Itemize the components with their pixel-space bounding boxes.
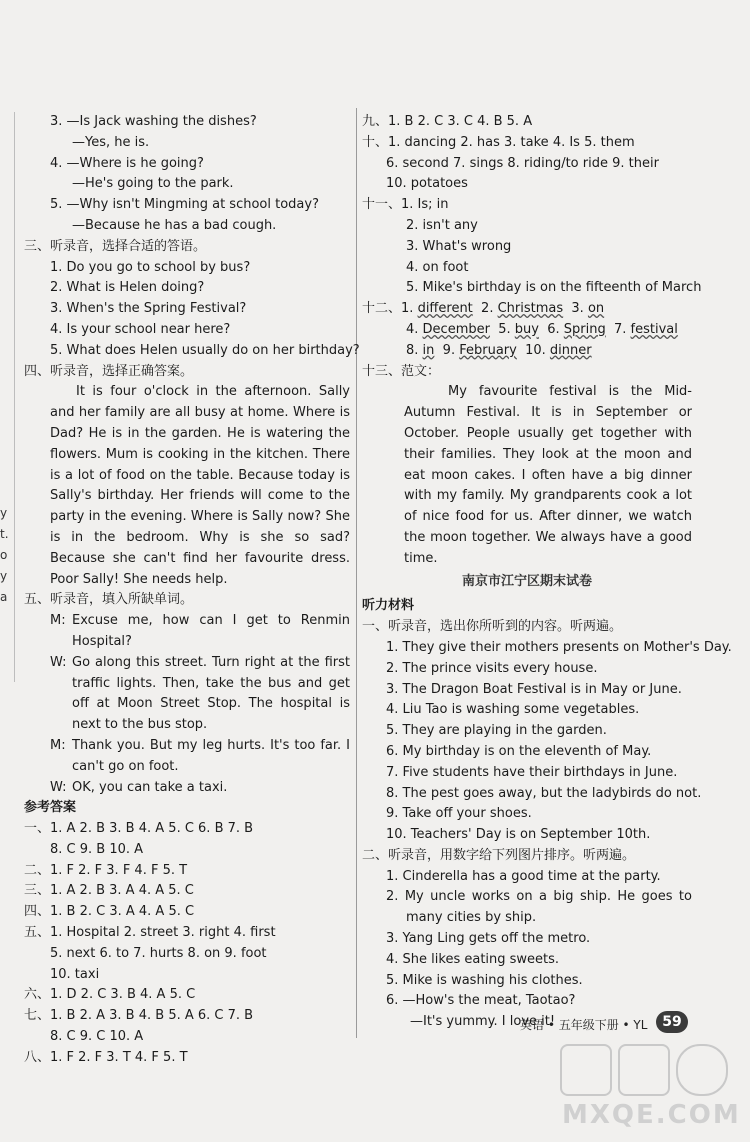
answer-line: 5. next 6. to 7. hurts 8. on 9. foot <box>50 945 267 961</box>
section-heading: 一、听录音，选出你所听到的内容。听两遍。 <box>362 619 623 635</box>
item-number: 6. <box>547 321 560 337</box>
listening-item: 10. Teachers' Day is on September 10th. <box>386 827 651 843</box>
watermark <box>560 1038 740 1134</box>
listening-item: 7. Five students have their birthdays in June. <box>386 764 678 780</box>
answer-line: 5. Mike's birthday is on the fifteenth of March <box>406 280 702 296</box>
answer-line <box>362 299 692 320</box>
listening-item: 3. The Dragon Boat Festival is in May or June. <box>386 681 682 697</box>
listening-item: 6. —How's the meat, Taotao? <box>386 993 576 1009</box>
item-number: 10. <box>525 342 546 358</box>
item-number: 5. <box>498 321 511 337</box>
answer-line: 3. What's wrong <box>406 238 512 254</box>
item-number: 9. <box>442 342 456 358</box>
item-number: 3. <box>571 301 584 317</box>
underlined-answer: Christmas <box>497 301 564 317</box>
question-line: 4. Is your school near here? <box>50 321 231 337</box>
speaker-label: M: <box>50 613 66 629</box>
answers-title: 参考答案 <box>24 800 77 816</box>
listening-item: 1. They give their mothers presents on Mother's Day. <box>386 639 732 655</box>
answer-line: 八、1. F 2. F 3. T 4. F 5. T <box>24 1049 188 1065</box>
speaker-label: W: <box>50 654 67 670</box>
exam-title: 南京市江宁区期末试卷 <box>461 573 592 589</box>
left-column <box>24 112 360 1069</box>
question-line: 5. What does Helen usually do on her birthday? <box>50 342 360 358</box>
answer-line: 十、1. dancing 2. has 3. take 4. Is 5. them <box>362 134 635 150</box>
dialogue-line: —Yes, he is. <box>72 134 150 150</box>
speaker-text: OK, you can take a taxi. <box>72 779 228 795</box>
page-footer-label: 英语 • 五年级下册 • YL <box>520 1018 648 1032</box>
listening-item: 5. Mike is washing his clothes. <box>386 972 583 988</box>
section-heading: 三、听录音，选择合适的答语。 <box>24 238 207 254</box>
underlined-answer: buy <box>514 321 539 337</box>
answer-line: 8. C 9. B 10. A <box>50 841 144 857</box>
underlined-answer: in <box>422 342 435 358</box>
speaker-text: Thank you. But my leg hurts. It's too far. I can't go on foot. <box>72 737 350 774</box>
margin-fragment: y <box>0 506 8 520</box>
margin-fragment: o <box>0 548 8 562</box>
listening-item: 2. My uncle works on a big ship. He goes to many cities by ship. <box>386 889 692 926</box>
item-number: 1. <box>401 301 414 317</box>
answer-line: 一、1. A 2. B 3. B 4. A 5. C 6. B 7. B <box>24 821 254 837</box>
answer-line: 六、1. D 2. C 3. B 4. A 5. C <box>24 987 196 1003</box>
column-divider <box>356 108 357 1038</box>
answer-line: 三、1. A 2. B 3. A 4. A 5. C <box>24 883 194 899</box>
listening-item: 4. She likes eating sweets. <box>386 951 560 967</box>
passage: It is four o'clock in the afternoon. Sally and her family are all busy at home. Where is Dad? He is in the garden. He is watering the flowers. Mum is cooking in the kitchen. There is a lot of food on the table. Because today is Sally's birthday. Her friends will come to the party in the evening. Where is Sally now? She is in the bedroom. Why is she so sad? Because she can't find her favourite dress. Poor Sally! She needs help. <box>50 384 350 587</box>
margin-fragment: t. <box>0 527 9 541</box>
item-number: 7. <box>614 321 627 337</box>
margin-fragment: a <box>0 590 8 604</box>
underlined-answer: December <box>422 321 490 337</box>
dialogue-line: 3. —Is Jack washing the dishes? <box>50 114 257 129</box>
question-line: 3. When's the Spring Festival? <box>50 301 247 317</box>
answer-line: 6. second 7. sings 8. riding/to ride 9. their <box>386 155 659 171</box>
underlined-answer: festival <box>630 321 678 337</box>
answer-line: 10. potatoes <box>386 176 468 192</box>
section-heading: 二、听录音，用数字给下列图片排序。听两遍。 <box>362 847 636 863</box>
listening-item: 3. Yang Ling gets off the metro. <box>386 931 591 947</box>
answer-line: 五、1. Hospital 2. street 3. right 4. first <box>24 925 276 941</box>
answer-line: 2. isn't any <box>406 217 478 233</box>
answer-line: 10. taxi <box>50 966 100 982</box>
listening-item: 5. They are playing in the garden. <box>386 723 607 739</box>
answer-line: 七、1. B 2. A 3. B 4. B 5. A 6. C 7. B <box>24 1008 254 1024</box>
listening-item: —It's yummy. I love it! <box>410 1014 556 1030</box>
dialogue-turn <box>24 736 350 778</box>
answer-line: 九、1. B 2. C 3. C 4. B 5. A <box>362 114 533 129</box>
answer-line: 十一、1. Is; in <box>362 197 449 213</box>
page-number-badge: 59 <box>656 1011 688 1033</box>
listening-item: 6. My birthday is on the eleventh of May. <box>386 743 652 759</box>
answer-line: 8. C 9. C 10. A <box>50 1029 144 1045</box>
underlined-answer: February <box>459 342 517 358</box>
model-essay: My favourite festival is the Mid-Autumn Festival. It is in September or October. People usually get together with their families. They look at the moon and eat moon cakes. I often have a big dinner with my family. My grandparents cook a lot of nice food for us. After dinner, we watch the moon together. We always have a good time. <box>404 384 692 566</box>
speaker-label: M: <box>50 737 66 753</box>
underlined-answer: different <box>417 301 473 317</box>
item-number: 4. <box>406 321 419 337</box>
underlined-answer: on <box>587 301 605 317</box>
underlined-answer: Spring <box>563 321 606 337</box>
watermark-box-icon <box>560 1044 612 1096</box>
question-line: 1. Do you go to school by bus? <box>50 259 251 275</box>
speaker-text: Excuse me, how can I get to Renmin Hospital? <box>72 613 350 649</box>
section-heading: 四、听录音，选择正确答案。 <box>24 363 194 379</box>
speaker-label: W: <box>50 779 67 795</box>
dialogue-line: —Because he has a bad cough. <box>72 217 277 233</box>
listening-item: 9. Take off your shoes. <box>386 806 532 822</box>
watermark-box-icon <box>618 1044 670 1096</box>
answer-line: 4. on foot <box>406 259 469 275</box>
dialogue-line: 5. —Why isn't Mingming at school today? <box>50 197 319 213</box>
item-number: 2. <box>481 301 494 317</box>
answer-line: 二、1. F 2. F 3. F 4. F 5. T <box>24 862 188 878</box>
answer-line <box>362 341 692 362</box>
listening-item: 8. The pest goes away, but the ladybirds do not. <box>386 785 702 801</box>
watermark-circle-icon <box>676 1044 728 1096</box>
listening-item: 4. Liu Tao is washing some vegetables. <box>386 702 640 718</box>
answer-line <box>362 320 692 341</box>
dialogue-turn <box>24 653 350 736</box>
margin-fragment: y <box>0 569 8 583</box>
item-number: 8. <box>406 342 419 358</box>
answer-line: 四、1. B 2. C 3. A 4. A 5. C <box>24 904 195 920</box>
watermark-text: MXQE.COM <box>562 1100 741 1130</box>
speaker-text: Go along this street. Turn right at the first traffic lights. Then, take the bus and get off at Moon Street Stop. The hospital is next to the bus stop. <box>72 654 350 733</box>
listening-item: 2. The prince visits every house. <box>386 660 598 676</box>
exercise-number: 十二、 <box>362 301 402 317</box>
dialogue-line: —He's going to the park. <box>72 176 234 192</box>
dialogue-line: 4. —Where is he going? <box>50 155 204 171</box>
section-heading: 五、听录音，填入所缺单词。 <box>24 592 194 608</box>
right-column <box>362 112 732 1033</box>
dialogue-turn <box>24 611 350 653</box>
dialogue-turn <box>24 778 350 799</box>
materials-title: 听力材料 <box>362 598 415 614</box>
section-heading: 十三、范文： <box>362 363 441 379</box>
underlined-answer: dinner <box>549 342 592 358</box>
question-line: 2. What is Helen doing? <box>50 280 205 296</box>
margin-line <box>14 112 15 682</box>
listening-item: 1. Cinderella has a good time at the party. <box>386 868 661 884</box>
